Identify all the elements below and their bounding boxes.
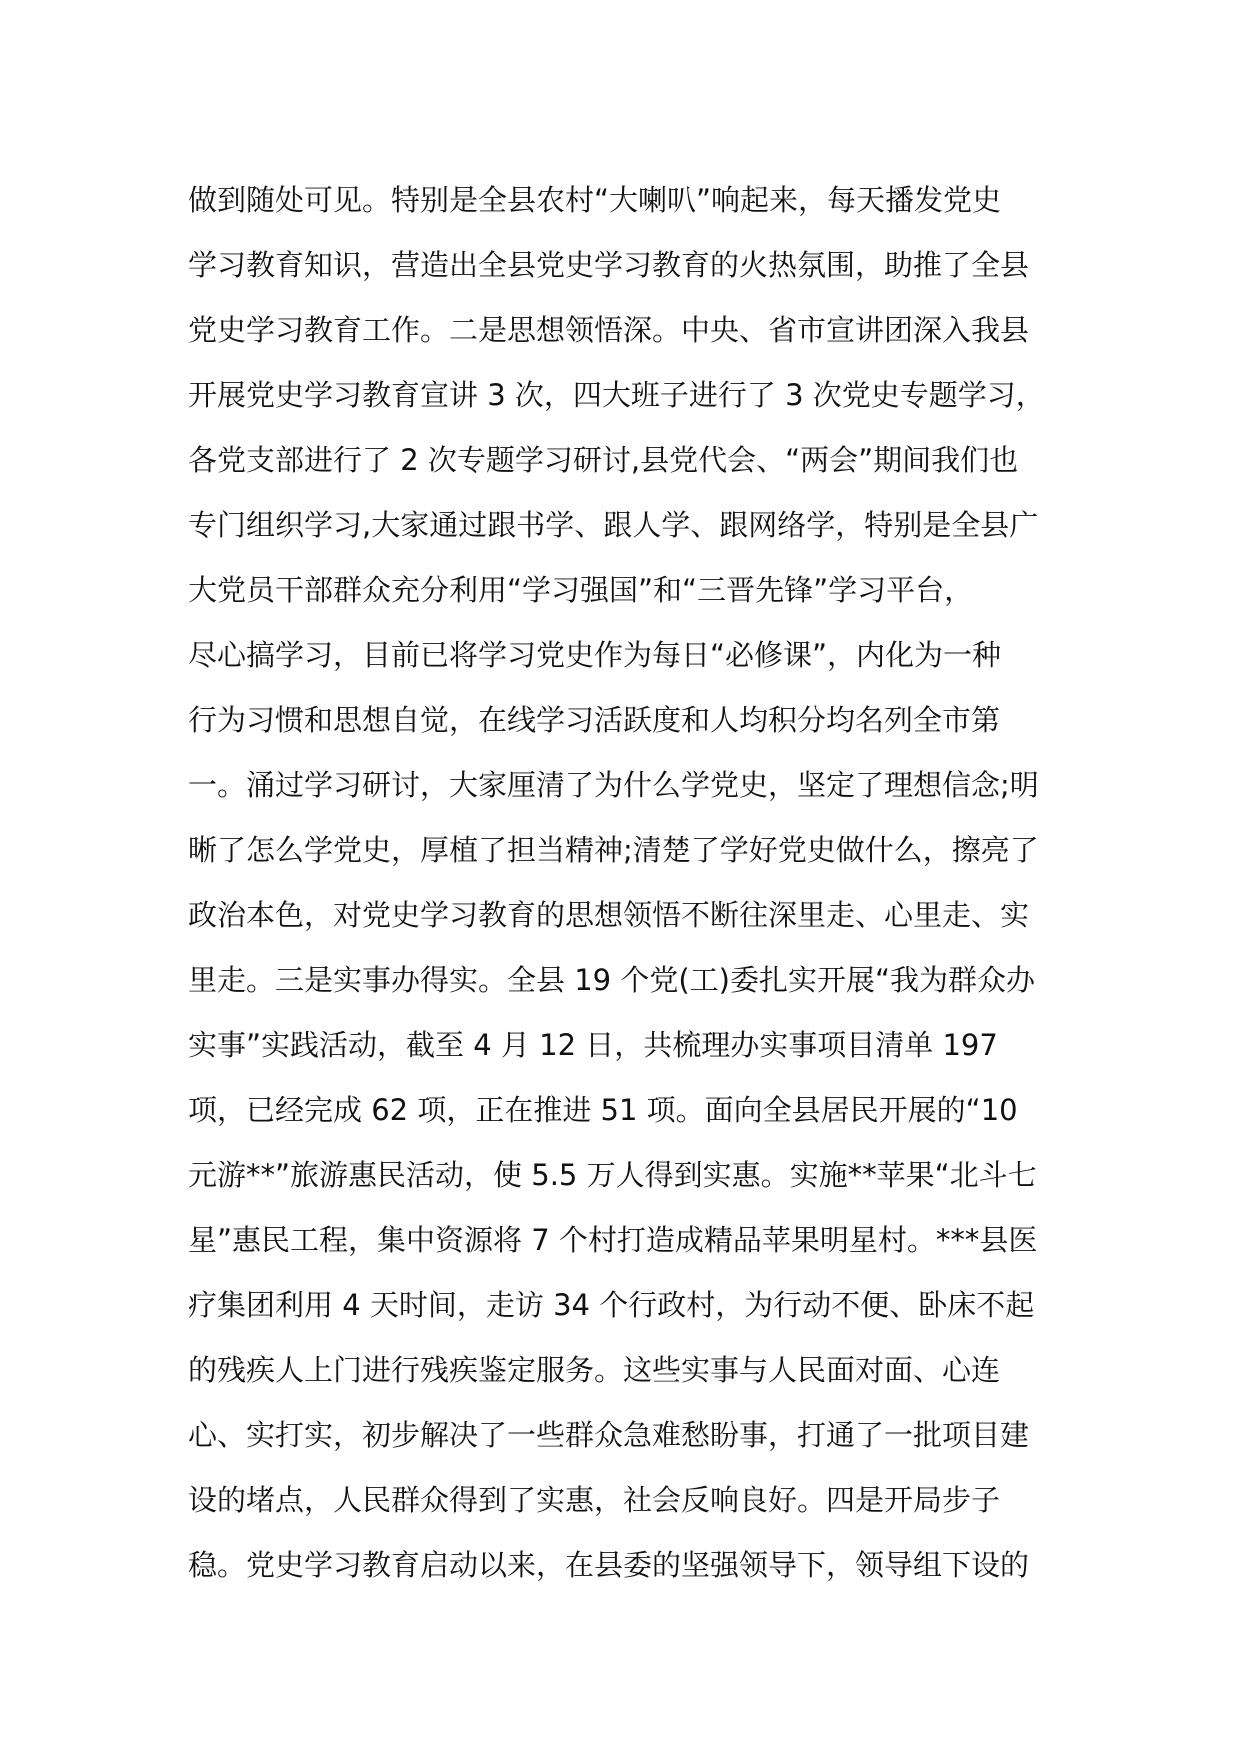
body-text — [188, 168, 1088, 1598]
text-line: 里走。三是实事办得实。全县 19 个党(工)委扎实开展“我为群众办 — [188, 963, 1035, 997]
text-line: 晰了怎么学党史，厚植了担当精神;清楚了学好党史做什么，擦亮了 — [188, 833, 1039, 867]
text-line: 稳。党史学习教育启动以来，在县委的坚强领导下，领导组下设的 — [188, 1548, 1030, 1582]
text-line: 实事”实践活动，截至 4 月 12 日，共梳理办实事项目清单 197 — [188, 1028, 998, 1062]
text-line: 各党支部进行了 2 次专题学习研讨,县党代会、“两会”期间我们也 — [188, 443, 1019, 477]
text-line: 政治本色，对党史学习教育的思想领悟不断往深里走、心里走、实 — [188, 898, 1030, 932]
text-line: 设的堵点，人民群众得到了实惠，社会反响良好。四是开局步子 — [188, 1483, 1001, 1517]
text-line: 尽心搞学习，目前已将学习党史作为每日“必修课”，内化为一种 — [188, 638, 1002, 672]
text-line: 党史学习教育工作。二是思想领悟深。中央、省市宣讲团深入我县 — [188, 313, 1030, 347]
text-line: 行为习惯和思想自觉，在线学习活跃度和人均积分均名列全市第 — [188, 703, 1001, 737]
text-line: 元游**”旅游惠民活动，使 5.5 万人得到实惠。实施**苹果“北斗七 — [188, 1158, 1037, 1192]
text-line: 大党员干部群众充分利用“学习强国”和“三晋先锋”学习平台， — [188, 573, 974, 607]
text-line: 项，已经完成 62 项，正在推进 51 项。面向全县居民开展的“10 — [188, 1093, 1018, 1127]
text-line: 心、实打实，初步解决了一些群众急难愁盼事，打通了一批项目建 — [188, 1418, 1030, 1452]
text-line: 星”惠民工程，集中资源将 7 个村打造成精品苹果明星村。***县医 — [188, 1223, 1038, 1257]
text-line: 专门组织学习,大家通过跟书学、跟人学、跟网络学，特别是全县广 — [188, 508, 1039, 542]
text-line: 做到随处可见。特别是全县农村“大喇叭”响起来，每天播发党史 — [188, 183, 1002, 217]
text-line: 开展党史学习教育宣讲 3 次，四大班子进行了 3 次党史专题学习， — [188, 378, 1045, 412]
text-line: 学习教育知识，营造出全县党史学习教育的火热氛围，助推了全县 — [188, 248, 1030, 282]
text-line: 疗集团利用 4 天时间，走访 34 个行政村，为行动不便、卧床不起 — [188, 1288, 1035, 1322]
text-line: 一。涌过学习研讨，大家厘清了为什么学党史，坚定了理想信念;明 — [188, 768, 1039, 802]
text-line: 的残疾人上门进行残疾鉴定服务。这些实事与人民面对面、心连 — [188, 1353, 1001, 1387]
